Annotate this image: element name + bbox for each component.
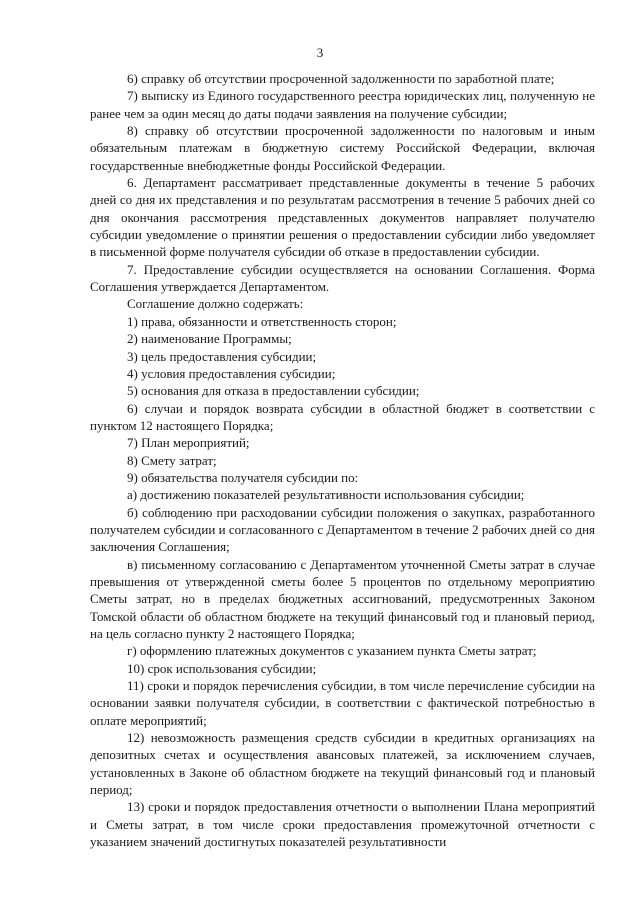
paragraph: 7. Предоставление субсидии осуществляется на основании Соглашения. Форма Соглашения утверждается Департаментом. bbox=[90, 261, 595, 295]
paragraph: 5) основания для отказа в предоставлении субсидии; bbox=[127, 383, 420, 399]
paragraph: 4) условия предоставления субсидии; bbox=[127, 365, 336, 381]
paragraph: 6. Департамент рассматривает представленные документы в течение 5 рабочих дней со дня их представления и по результатам рассмотрения в течение 5 рабочих дней со дня окончания рассмотрения представленных документов направляет получателю субсидии уведомление о принятии решения о предоставлении субсидии либо уведомляет в письменной форме получателя субсидии об отказе в предоставлении субсидии. bbox=[90, 175, 595, 260]
paragraph: 7) План мероприятий; bbox=[127, 435, 250, 451]
paragraph: 6) случаи и порядок возврата субсидии в областной бюджет в соответствии с пунктом 12 настоящего Порядка; bbox=[90, 400, 595, 433]
paragraph: 12) невозможность размещения средств субсидии в кредитных организациях на депозитных счетах и осуществления авансовых платежей, за исключением случаев, установленных в Законе об областном бюджете на текущий финансовый год и плановый период; bbox=[90, 730, 595, 798]
paragraph: 2) наименование Программы; bbox=[127, 331, 292, 347]
paragraph: 9) обязательства получателя субсидии по: bbox=[127, 469, 359, 485]
paragraph: Соглашение должно содержать: bbox=[127, 296, 304, 312]
paragraph: г) оформлению платежных документов с указанием пункта Сметы затрат; bbox=[127, 643, 537, 659]
paragraph: 13) сроки и порядок предоставления отчетности о выполнении Плана мероприятий и Сметы затрат, в том числе сроки предоставления промежуточной отчетности с указанием значений достигнутых показателей результативности bbox=[90, 799, 595, 850]
paragraph: 1) права, обязанности и ответственность сторон; bbox=[127, 313, 397, 329]
paragraph: 10) срок использования субсидии; bbox=[127, 660, 317, 676]
paragraph: 6) справку об отсутствии просроченной задолженности по заработной плате; bbox=[127, 71, 555, 86]
paragraph: б) соблюдению при расходовании субсидии положения о закупках, разработанного получателем субсидии и согласованного с Департаментом в течение 2 рабочих дней со дня заключения Соглашения; bbox=[90, 504, 595, 555]
paragraph: 7) выписку из Единого государственного реестра юридических лиц, полученную не ранее чем за один месяц до даты подачи заявления на получение субсидии; bbox=[90, 88, 595, 121]
page-number: 3 bbox=[316, 45, 324, 60]
paragraph: 8) справку об отсутствии просроченной задолженности по налоговым и иным обязательным платежам в бюджетную систему Российской Федерации, включая государственные внебюджетные фонды Российской Федерации. bbox=[90, 123, 595, 173]
paragraph: 8) Смету затрат; bbox=[127, 452, 217, 468]
document-body bbox=[90, 70, 595, 850]
paragraph: 3) цель предоставления субсидии; bbox=[127, 348, 317, 364]
paragraph: 11) сроки и порядок перечисления субсидии, в том числе перечисление субсидии на основании заявки получателя субсидии, в соответствии с фактической потребностью в оплате мероприятий; bbox=[90, 678, 595, 728]
paragraph: в) письменному согласованию с Департаментом уточненной Сметы затрат в случае превышения от утвержденной сметы более 5 процентов по отдельному мероприятию Сметы затрат, но в пределах бюджетных ассигнований, предусмотренных Законом Томской области об областном бюджете на текущий финансовый год и плановый период, на цель согласно пункту 2 настоящего Порядка; bbox=[90, 556, 595, 641]
paragraph: а) достижению показателей результативности использования субсидии; bbox=[127, 487, 525, 503]
